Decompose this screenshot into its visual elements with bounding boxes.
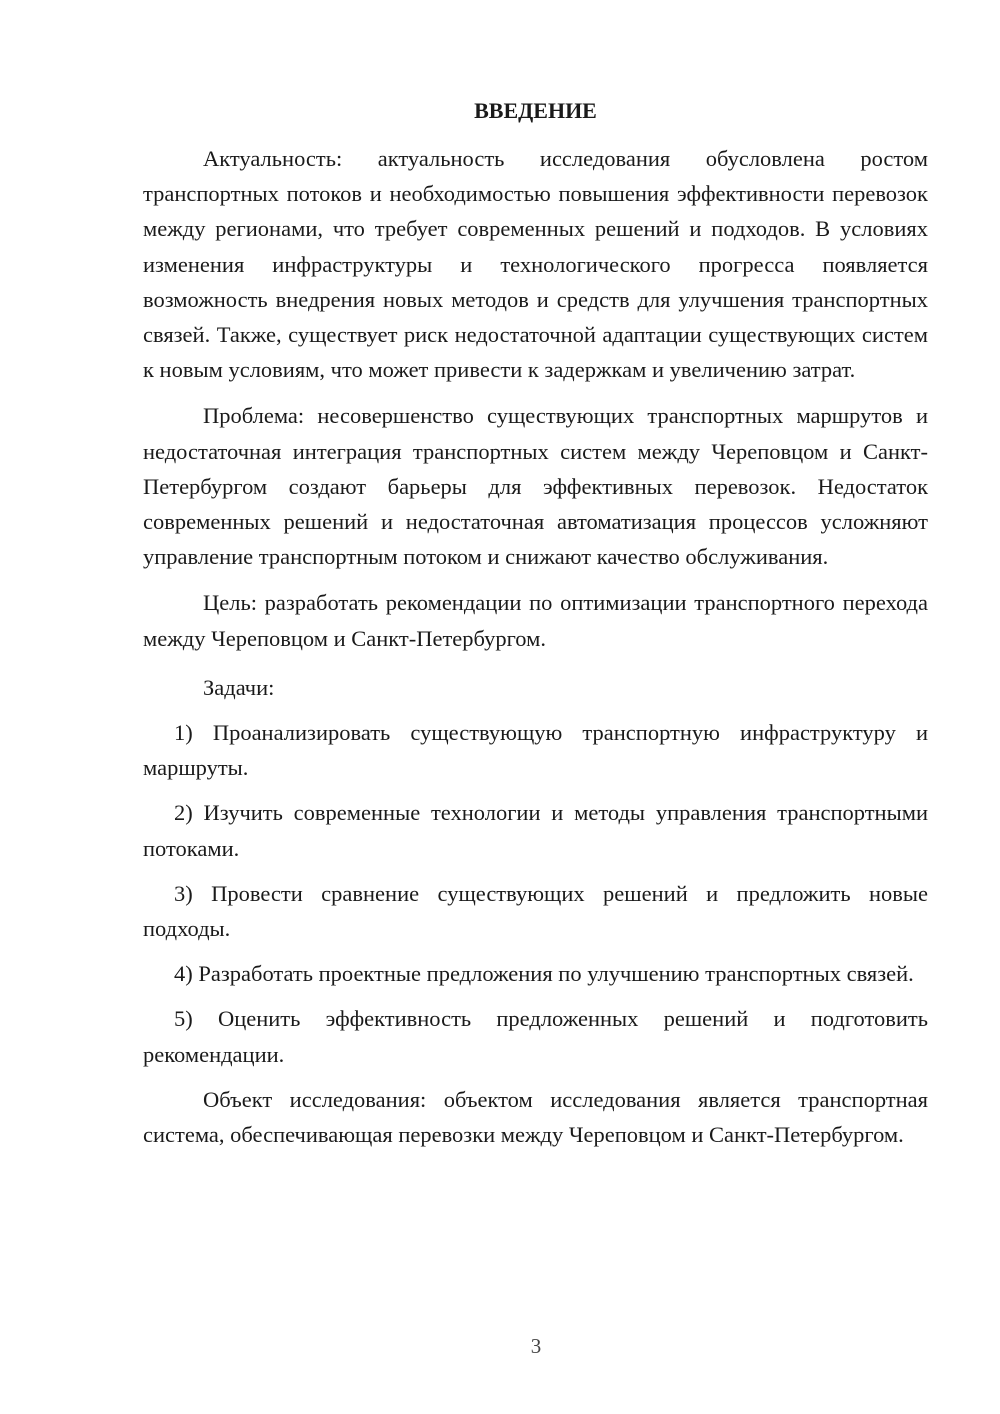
tasks-label: Задачи: — [203, 674, 275, 700]
task-item: 4) Разработать проектные предложения по улучшению транспортных связей. — [174, 961, 914, 987]
problem-paragraph: Проблема: несовершенство существующих транспортных маршрутов и недостаточная интеграция транспортных систем между Череповцом и Санкт-Петербургом создают барьеры для эффективных перевозок. Недостаток современных решений и недостаточная автоматизация процессов усложняют управление транспортным потоком и снижают качество обслуживания. — [143, 403, 928, 570]
task-item: 2) Изучить современные технологии и методы управления транспортными потоками. — [143, 800, 928, 861]
relevance-paragraph: Актуальность: актуальность исследования обусловлена ростом транспортных потоков и необходимостью повышения эффективности перевозок между регионами, что требует современных решений и подходов. В условиях изменения инфраструктуры и технологического прогресса появляется возможность внедрения новых методов и средств для улучшения транспортных связей. Также, существует риск недостаточной адаптации существующих систем к новым условиям, что может привести к задержкам и увеличению затрат. — [143, 146, 928, 383]
page-content — [143, 94, 928, 1152]
task-item: 1) Проанализировать существующую транспортную инфраструктуру и маршруты. — [143, 720, 928, 781]
goal-paragraph: Цель: разработать рекомендации по оптимизации транспортного перехода между Череповцом и Санкт-Петербургом. — [143, 590, 928, 651]
task-item: 5) Оценить эффективность предложенных решений и подготовить рекомендации. — [143, 1006, 928, 1067]
object-paragraph: Объект исследования: объектом исследования является транспортная система, обеспечивающая перевозки между Череповцом и Санкт-Петербургом. — [143, 1086, 928, 1148]
page-number: 3 — [530, 1334, 542, 1358]
section-heading: ВВЕДЕНИЕ — [474, 98, 597, 123]
task-item: 3) Провести сравнение существующих решений и предложить новые подходы. — [143, 880, 928, 942]
